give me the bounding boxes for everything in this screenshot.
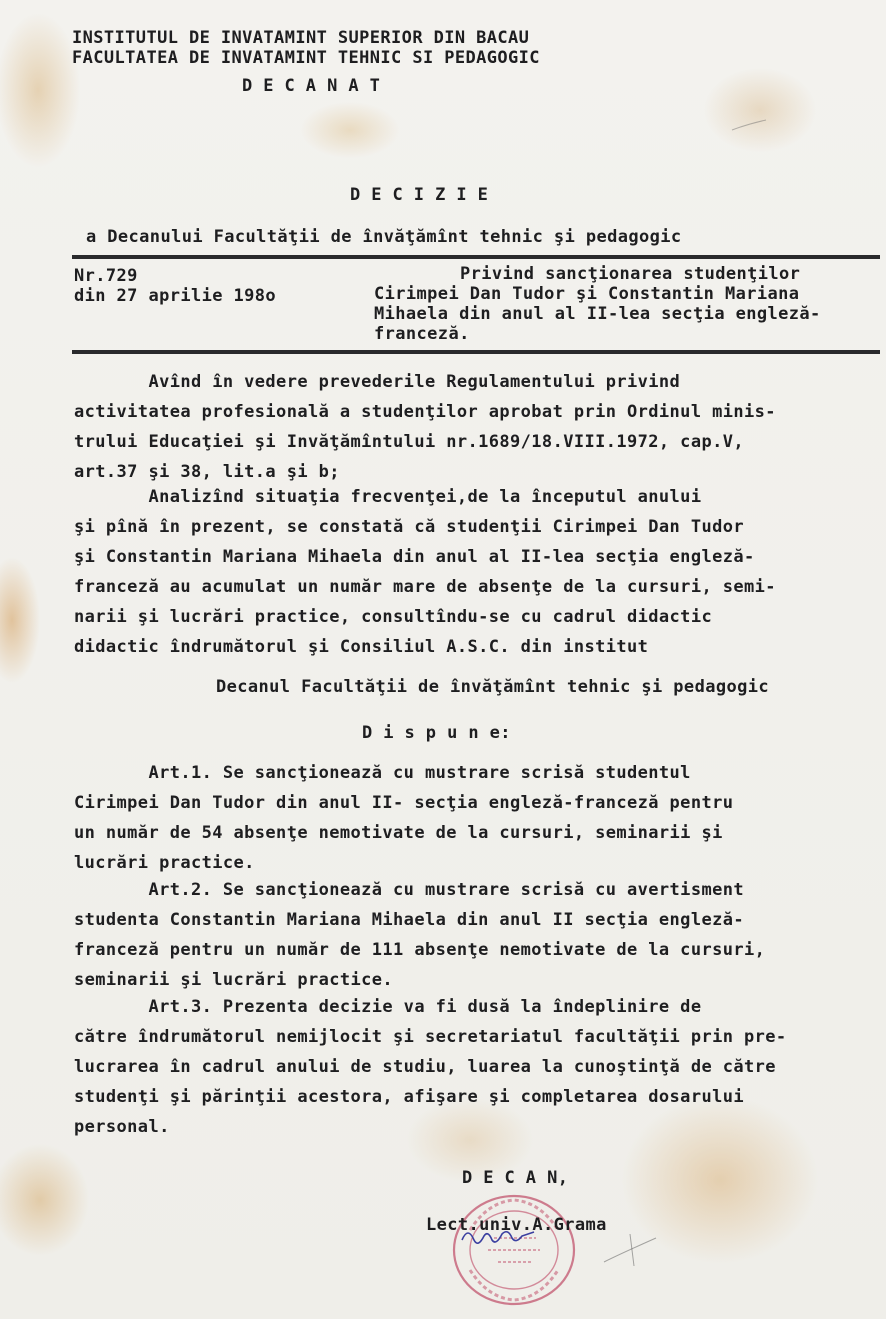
- subject-line: Cirimpei Dan Tudor şi Constantin Mariana: [374, 284, 800, 304]
- decision-number: Nr.729: [74, 266, 138, 286]
- body-line: trului Educaţiei şi Invăţămîntului nr.1689/18.VIII.1972, cap.V,: [74, 432, 744, 452]
- institution-name: INSTITUTUL DE INVATAMINT SUPERIOR DIN BACAU: [72, 28, 530, 48]
- article-line: seminarii şi lucrări practice.: [74, 970, 394, 990]
- article-line: lucrarea în cadrul anului de studiu, luarea la cunoştinţă de către: [74, 1057, 776, 1077]
- article-line: Art.3. Prezenta decizie va fi dusă la îndeplinire de: [74, 997, 702, 1017]
- pen-mark-icon: [600, 1230, 660, 1270]
- article-line: franceză pentru un număr de 111 absenţe nemotivate de la cursuri,: [74, 940, 766, 960]
- article-line: lucrări practice.: [74, 853, 255, 873]
- body-line: didactic îndrumătorul şi Consiliul A.S.C. din institut: [74, 637, 649, 657]
- decision-heading: D E C I Z I E: [350, 185, 489, 205]
- article-line: studenta Constantin Mariana Mihaela din anul II secţia engleză-: [74, 910, 744, 930]
- disposes-heading: D i s p u n e:: [362, 723, 511, 743]
- body-line: narii şi lucrări practice, consultîndu-se cu cadrul didactic: [74, 607, 713, 627]
- faculty-name: FACULTATEA DE INVATAMINT TEHNIC SI PEDAGOGIC: [72, 48, 540, 68]
- body-line: şi pînă în prezent, se constată că studenţii Cirimpei Dan Tudor: [74, 517, 744, 537]
- office-name: D E C A N A T: [242, 76, 381, 96]
- article-line: către îndrumătorul nemijlocit şi secretariatul facultăţii prin pre-: [74, 1027, 787, 1047]
- article-line: Cirimpei Dan Tudor din anul II- secţia engleză-franceză pentru: [74, 793, 734, 813]
- subject-line: franceză.: [374, 324, 470, 344]
- article-line: studenţi şi părinţii acestora, afişare şi completarea dosarului: [74, 1087, 744, 1107]
- decision-subheading: a Decanului Facultăţii de învăţămînt tehnic şi pedagogic: [86, 227, 682, 247]
- article-line: un număr de 54 absenţe nemotivate de la cursuri, seminarii şi: [74, 823, 723, 843]
- signature-title: D E C A N,: [462, 1168, 569, 1188]
- body-line: şi Constantin Mariana Mihaela din anul al II-lea secţia engleză-: [74, 547, 755, 567]
- subject-line: Privind sancţionarea studenţilor: [460, 264, 801, 284]
- body-line: Analizînd situaţia frecvenţei,de la începutul anului: [74, 487, 702, 507]
- bottom-divider: [72, 350, 880, 354]
- top-divider: [72, 255, 880, 259]
- decision-date: din 27 aprilie 198o: [74, 286, 277, 306]
- body-line: art.37 şi 38, lit.a şi b;: [74, 462, 340, 482]
- article-line: Art.2. Se sancţionează cu mustrare scrisă cu avertisment: [74, 880, 744, 900]
- subject-line: Mihaela din anul al II-lea secţia engleză-: [374, 304, 821, 324]
- signatory-name: Lect.univ.A.Grama: [426, 1215, 607, 1235]
- body-line: franceză au acumulat un număr mare de absenţe de la cursuri, semi-: [74, 577, 776, 597]
- dean-line: Decanul Facultăţii de învăţămînt tehnic şi pedagogic: [216, 677, 770, 697]
- article-line: personal.: [74, 1117, 170, 1137]
- pen-mark-icon: [730, 110, 770, 140]
- article-line: Art.1. Se sancţionează cu mustrare scrisă studentul: [74, 763, 691, 783]
- body-line: activitatea profesională a studenţilor aprobat prin Ordinul minis-: [74, 402, 776, 422]
- body-line: Avînd în vedere prevederile Regulamentului privind: [74, 372, 681, 392]
